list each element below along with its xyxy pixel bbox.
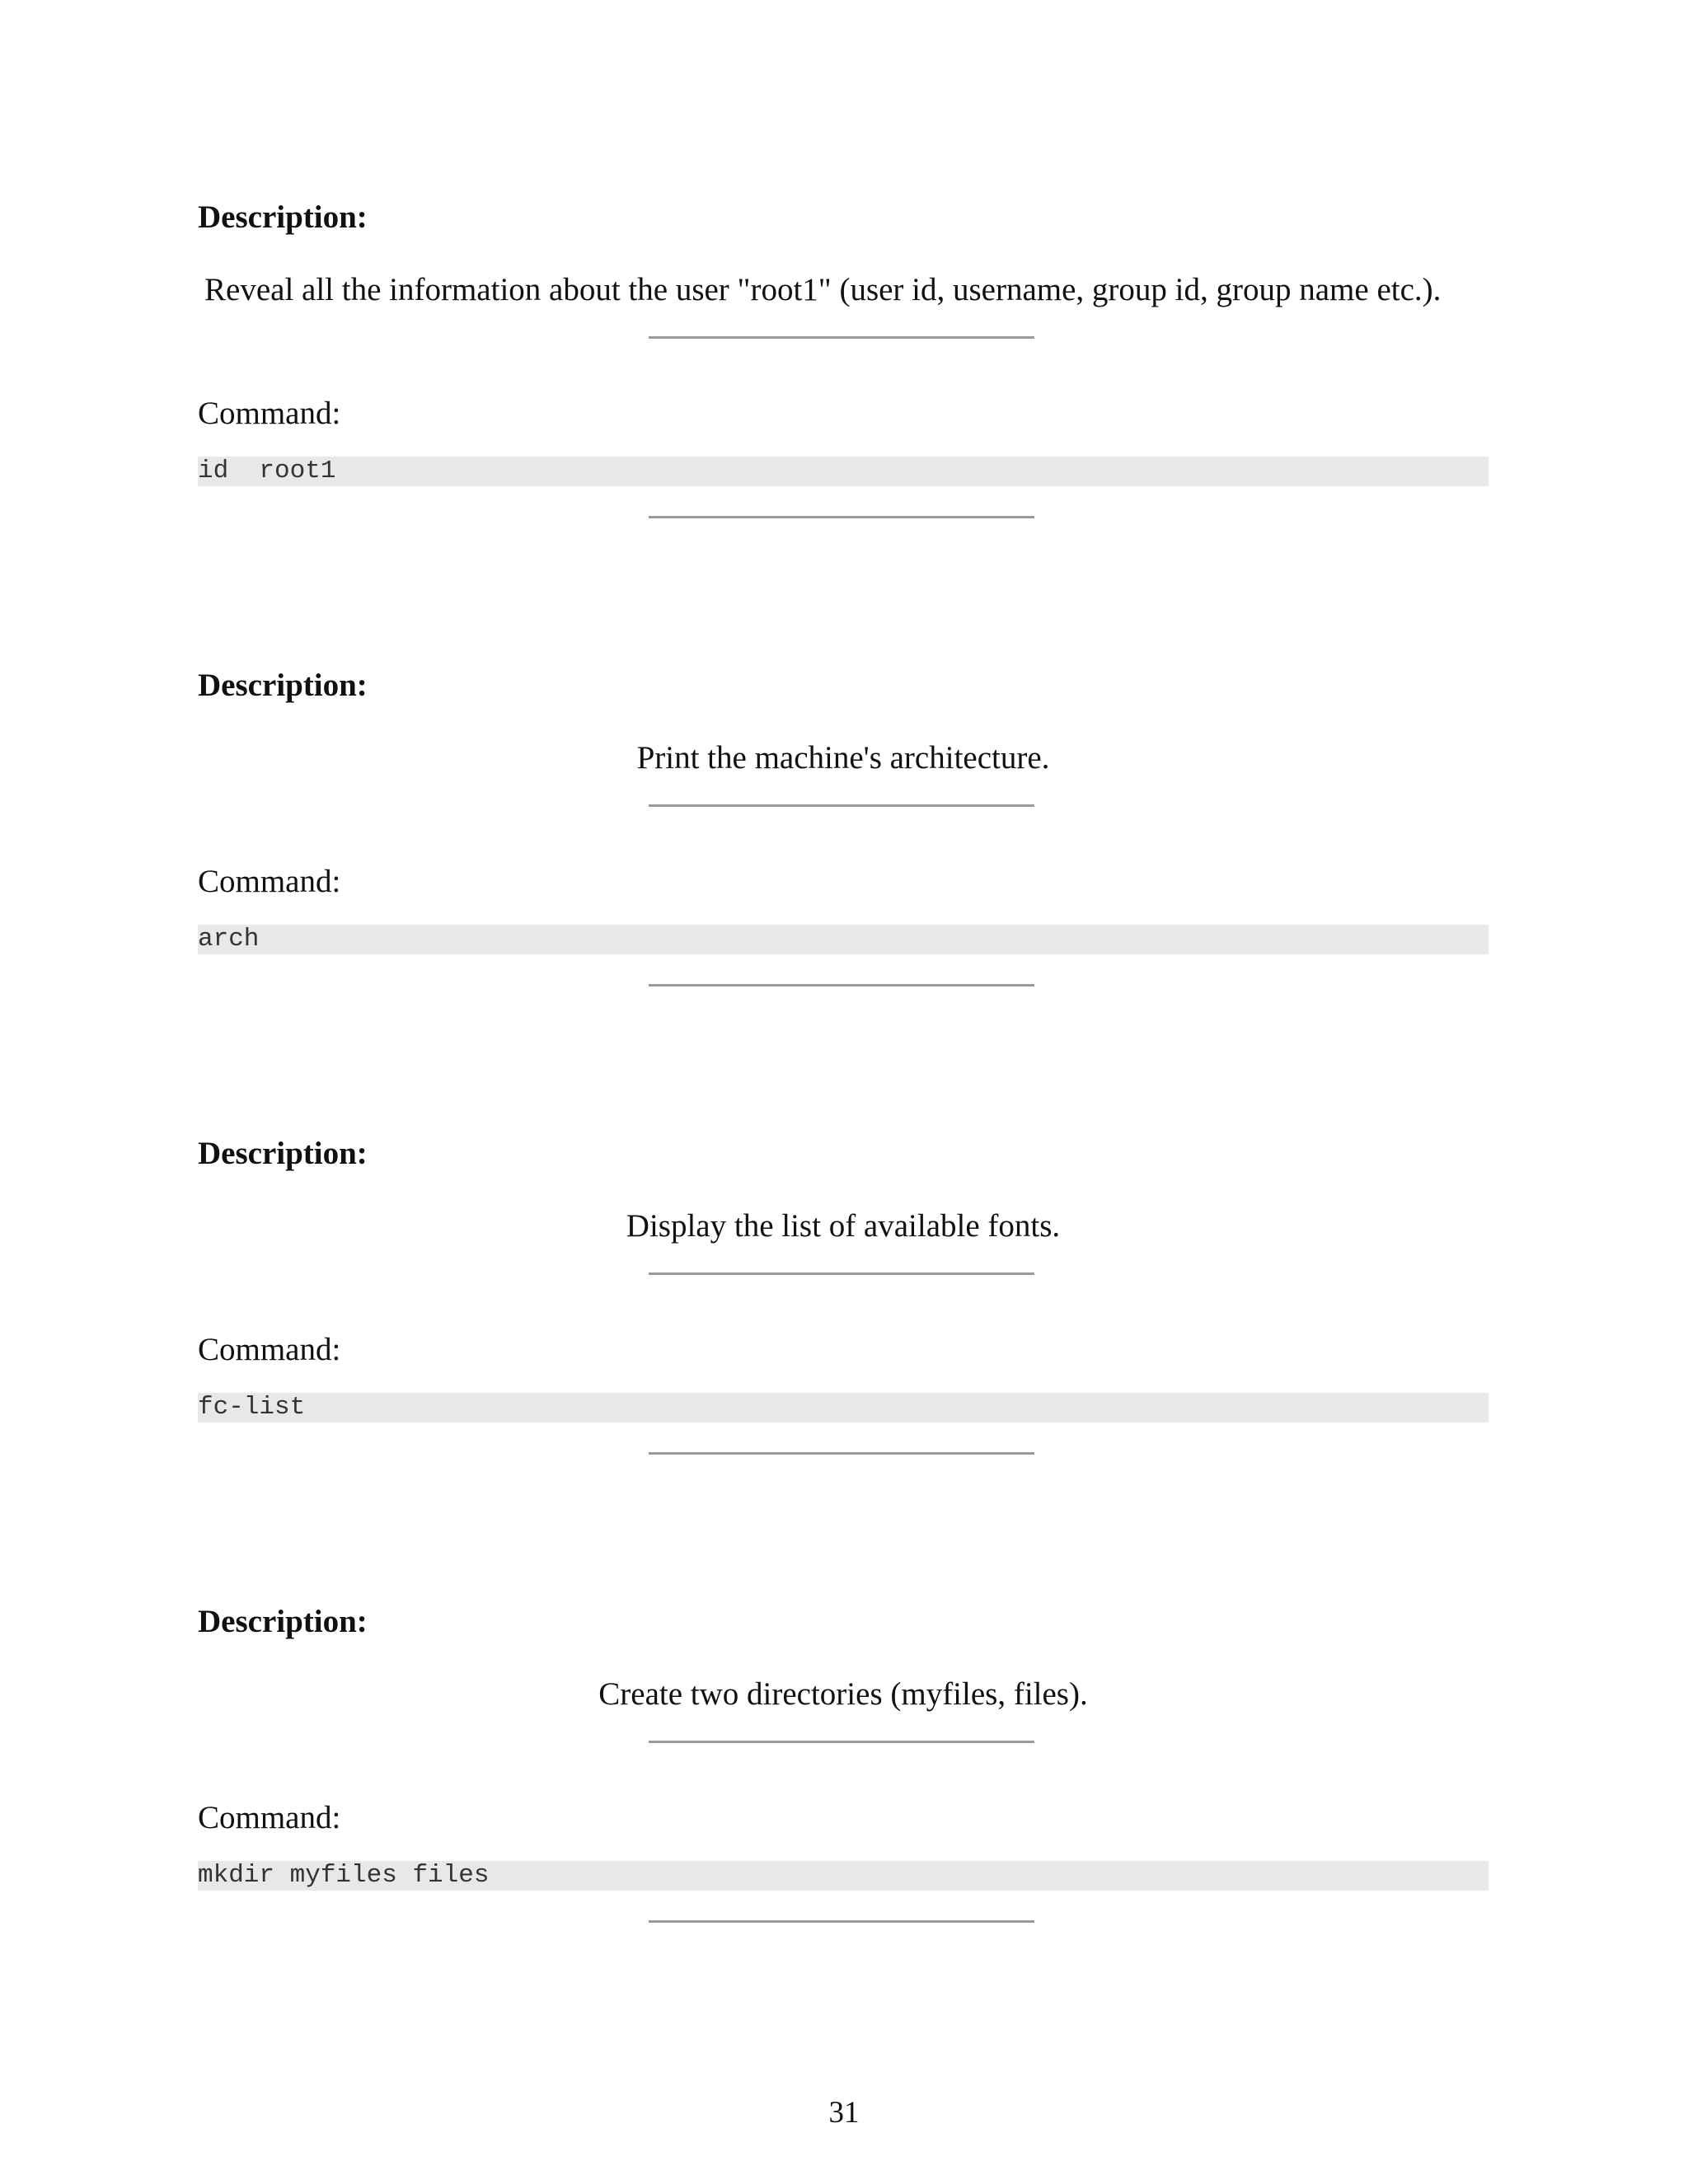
page-number: 31 <box>828 2096 860 2130</box>
description-text: Display the list of available fonts. <box>626 1208 1061 1244</box>
description-text: Print the machine's architecture. <box>636 740 1050 776</box>
command-code: fc-list <box>198 1393 1489 1422</box>
separator-rule <box>649 336 1034 339</box>
separator-rule <box>649 1920 1034 1923</box>
description-heading: Description: <box>198 668 368 703</box>
command-label: Command: <box>198 1332 341 1367</box>
entry-4 <box>198 1602 1489 2014</box>
command-label: Command: <box>198 864 341 899</box>
separator-rule <box>649 1452 1034 1455</box>
entry-1 <box>198 198 1489 610</box>
separator-rule <box>649 516 1034 518</box>
entry-2 <box>198 666 1489 1078</box>
command-label: Command: <box>198 396 341 431</box>
command-code: id root1 <box>198 457 1489 486</box>
description-text: Reveal all the information about the user "root1" (user id, username, group id, group name etc.). <box>204 272 1442 307</box>
separator-rule <box>649 1741 1034 1743</box>
description-heading: Description: <box>198 1136 368 1171</box>
command-label: Command: <box>198 1800 341 1835</box>
separator-rule <box>649 804 1034 807</box>
entry-3 <box>198 1134 1489 1546</box>
description-heading: Description: <box>198 199 368 235</box>
separator-rule <box>649 984 1034 987</box>
command-code: mkdir myfiles files <box>198 1861 1489 1891</box>
separator-rule <box>649 1272 1034 1275</box>
description-text: Create two directories (myfiles, files). <box>598 1676 1088 1712</box>
description-heading: Description: <box>198 1604 368 1639</box>
command-code: arch <box>198 925 1489 954</box>
